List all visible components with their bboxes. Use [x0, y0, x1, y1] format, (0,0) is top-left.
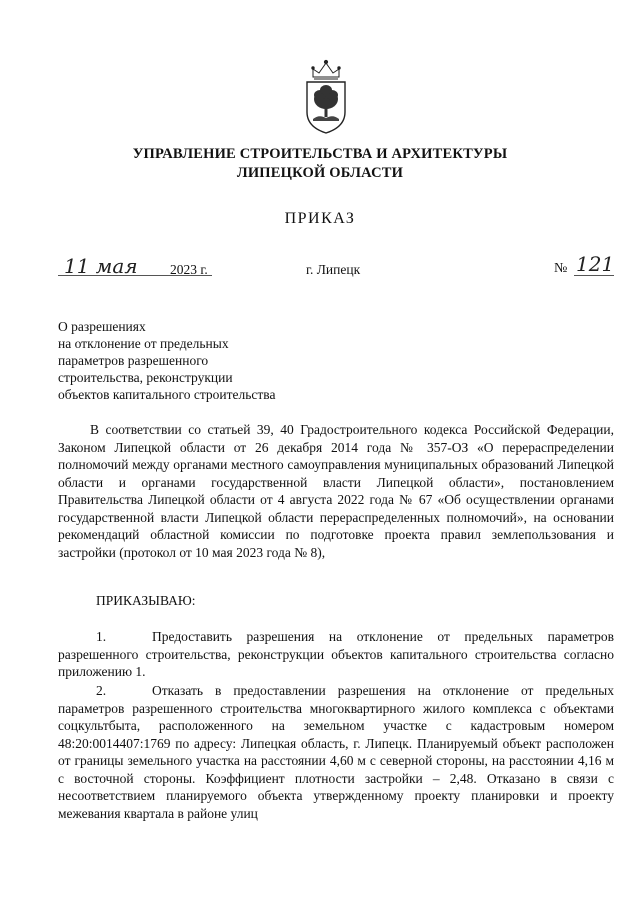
org-name-line1: УПРАВЛЕНИЕ СТРОИТЕЛЬСТВА И АРХИТЕКТУРЫ: [132, 146, 508, 162]
year-label: 2023 г.: [170, 262, 208, 277]
number-field: [574, 252, 615, 278]
handwritten-number: 121: [576, 252, 615, 276]
subject-block: [58, 318, 358, 403]
subject-line: О разрешениях: [58, 319, 146, 334]
item-text: Отказать в предоставлении разрешения на отклонение от предельных параметров разрешенного строительства многоквартирного жилого комплекса с объектами соцкультбыта, расположенного на земельном участке с кадастровым номером 48:20:0014407:1769 по адресу: Липецкая область, г. Липецк. Планируемый объект расположен от границы земельного участка на расстоянии 4,60 м с северной стороны, на расстоянии 4,16 м с восточной стороны. Коэффициент плотности застройки – 2,48. Отказано в связи с несоответствием планируемого объекта утвержденному проекту планировки и проекту межевания квартала в районе улиц: [58, 683, 614, 821]
number-sign: №: [554, 261, 568, 276]
item-text: Предоставить разрешения на отклонение от предельных параметров разрешенного строительства, реконструкции объектов капитального строительства согласно приложению 1.: [58, 629, 614, 679]
order-word: ПРИКАЗЫВАЮ:: [96, 593, 196, 608]
order-item-2: [58, 682, 614, 822]
subject-line: строительства, реконструкции: [58, 370, 233, 385]
city-label: г. Липецк: [306, 262, 361, 277]
item-number: 2.: [96, 683, 107, 698]
item-number: 1.: [96, 629, 107, 644]
subject-line: параметров разрешенного: [58, 353, 209, 368]
preamble-paragraph: В соответствии со статьей 39, 40 Градостроительного кодекса Российской Федерации, Законом Липецкой области от 26 декабря 2014 года № 357-ОЗ «О перераспределении полномочий между органами местного самоуправления муниципальных образований Липецкой области и органами государственной власти Липецкой области», постановлением Правительства Липецкой области от 4 августа 2022 года № 67 «Об осуществлении органами государственной власти Липецкой области перераспределенных полномочий», на основании рекомендаций областной комиссии по подготовке проекта правил землепользования и застройки (протокол от 10 мая 2023 года № 8),: [58, 422, 614, 560]
org-name-line2: ЛИПЕЦКОЙ ОБЛАСТИ: [236, 165, 404, 181]
order-item-1: [58, 628, 614, 681]
number-underline: [574, 275, 614, 276]
subject-line: на отклонение от предельных: [58, 336, 229, 351]
coat-of-arms-icon: [301, 57, 351, 135]
subject-line: объектов капитального строительства: [58, 387, 276, 402]
handwritten-date: 11 мая: [64, 254, 138, 278]
document-title: ПРИКАЗ: [284, 210, 356, 227]
